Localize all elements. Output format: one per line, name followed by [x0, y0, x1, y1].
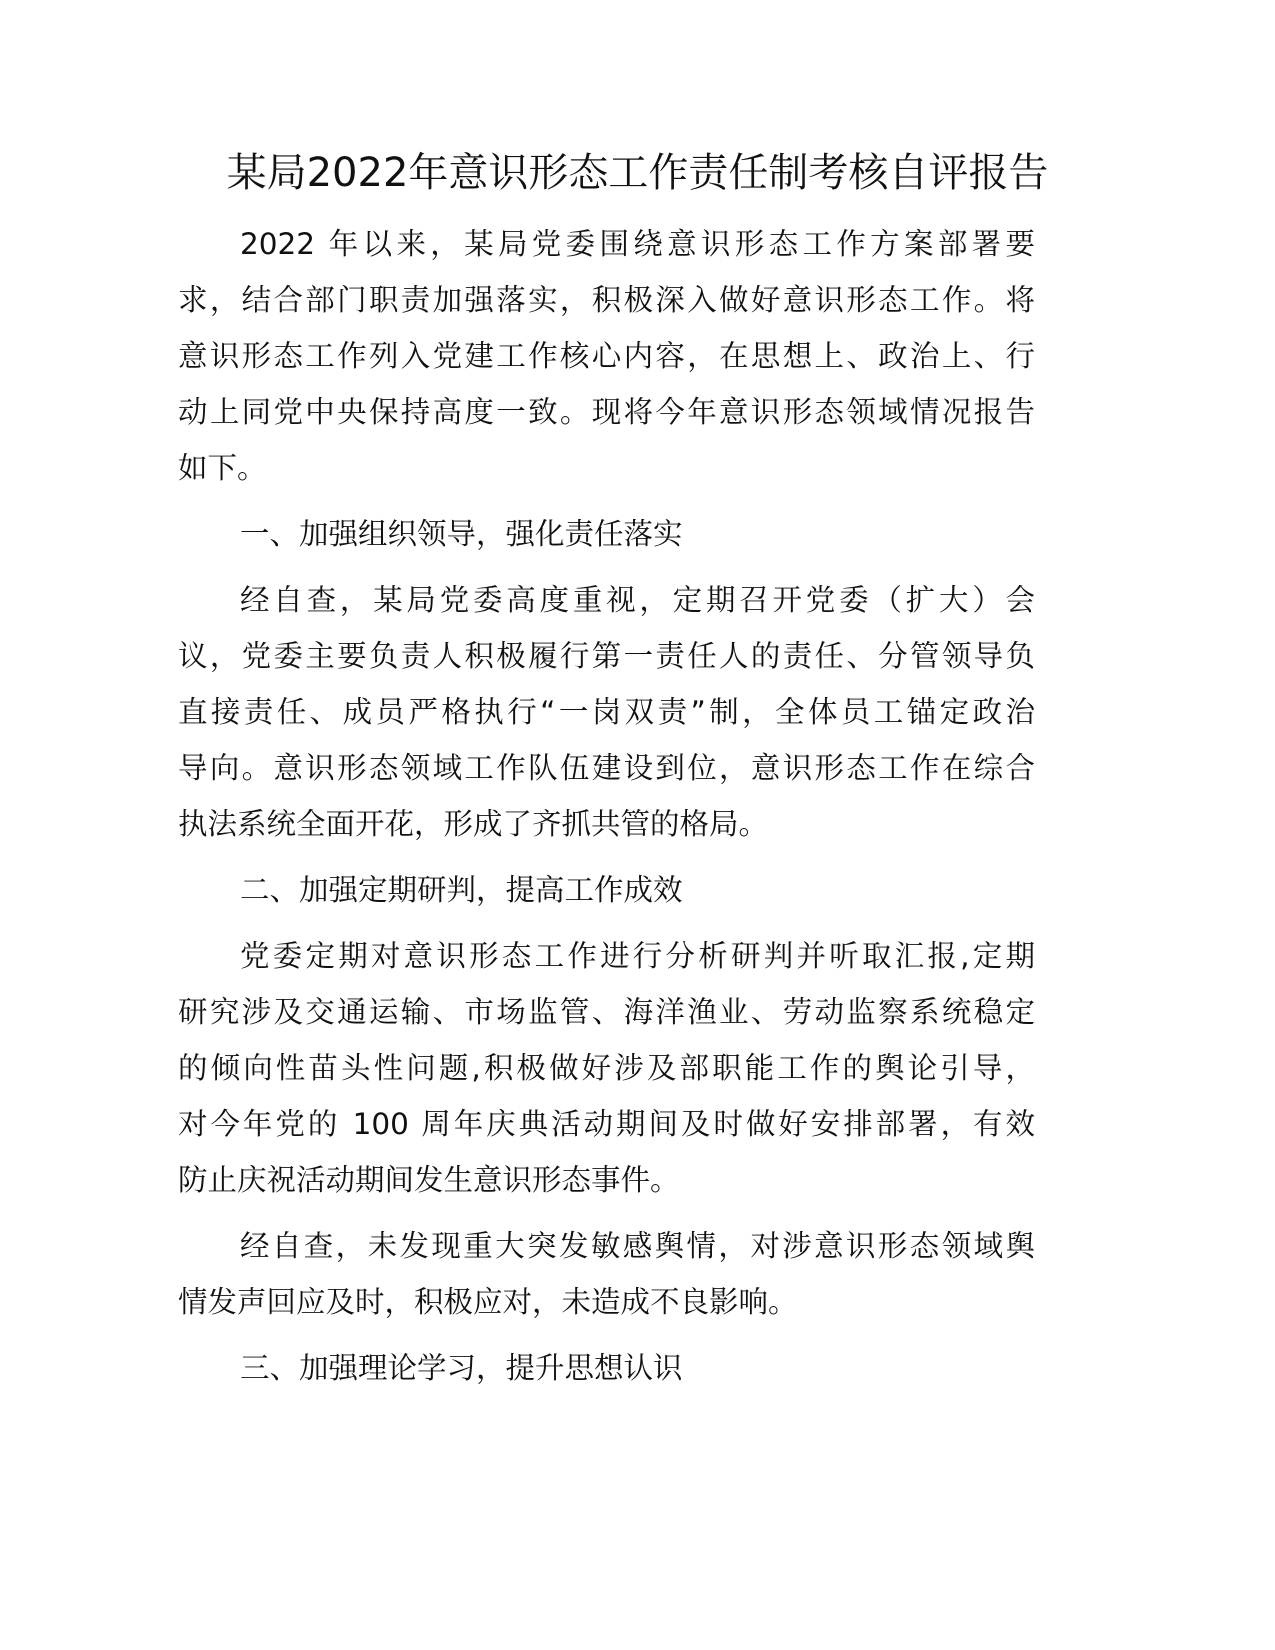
- document-body: [178, 216, 1035, 1406]
- text-line: 求，结合部门职责加强落实，积极深入做好意识形态工作。将: [178, 283, 1035, 317]
- text-line: 防止庆祝活动期间发生意识形态事件。: [178, 1163, 680, 1197]
- paragraph: [178, 572, 1035, 852]
- text-line: 情发声回应及时，积极应对，未造成不良影响。: [178, 1285, 798, 1319]
- paragraph: [178, 1218, 1035, 1330]
- text-line: 的倾向性苗头性问题,积极做好涉及部职能工作的舆论引导，: [178, 1051, 1035, 1085]
- text-line: 直接责任、成员严格执行“一岗双责”制，全体员工锚定政治: [178, 695, 1035, 729]
- section-heading: [178, 1340, 1035, 1396]
- paragraph: [178, 216, 1035, 496]
- text-line: 经自查，未发现重大突发敏感舆情，对涉意识形态领域舆: [240, 1229, 1035, 1263]
- text-line: 一、加强组织领导，强化责任落实: [240, 517, 683, 551]
- text-line: 导向。意识形态领域工作队伍建设到位，意识形态工作在综合: [178, 751, 1035, 785]
- text-line: 2022 年以来，某局党委围绕意识形态工作方案部署要: [240, 227, 1035, 261]
- text-line: 动上同党中央保持高度一致。现将今年意识形态领域情况报告: [178, 395, 1035, 429]
- section-heading: [178, 862, 1035, 918]
- text-line: 党委定期对意识形态工作进行分析研判并听取汇报,定期: [240, 939, 1035, 973]
- text-line: 二、加强定期研判，提高工作成效: [240, 873, 683, 907]
- text-line: 研究涉及交通运输、市场监管、海洋渔业、劳动监察系统稳定: [178, 995, 1035, 1029]
- paragraph: [178, 928, 1035, 1208]
- text-line: 执法系统全面开花，形成了齐抓共管的格局。: [178, 807, 769, 841]
- text-line: 议，党委主要负责人积极履行第一责任人的责任、分管领导负: [178, 639, 1035, 673]
- text-line: 经自查，某局党委高度重视，定期召开党委（扩大）会: [240, 583, 1035, 617]
- text-line: 意识形态工作列入党建工作核心内容，在思想上、政治上、行: [178, 339, 1035, 373]
- text-line: 如下。: [178, 451, 267, 485]
- document-title: 某局2022年意识形态工作责任制考核自评报告: [226, 150, 1049, 196]
- text-line: 对今年党的 100 周年庆典活动期间及时做好安排部署，有效: [178, 1107, 1035, 1141]
- section-heading: [178, 506, 1035, 562]
- text-line: 三、加强理论学习，提升思想认识: [240, 1351, 683, 1385]
